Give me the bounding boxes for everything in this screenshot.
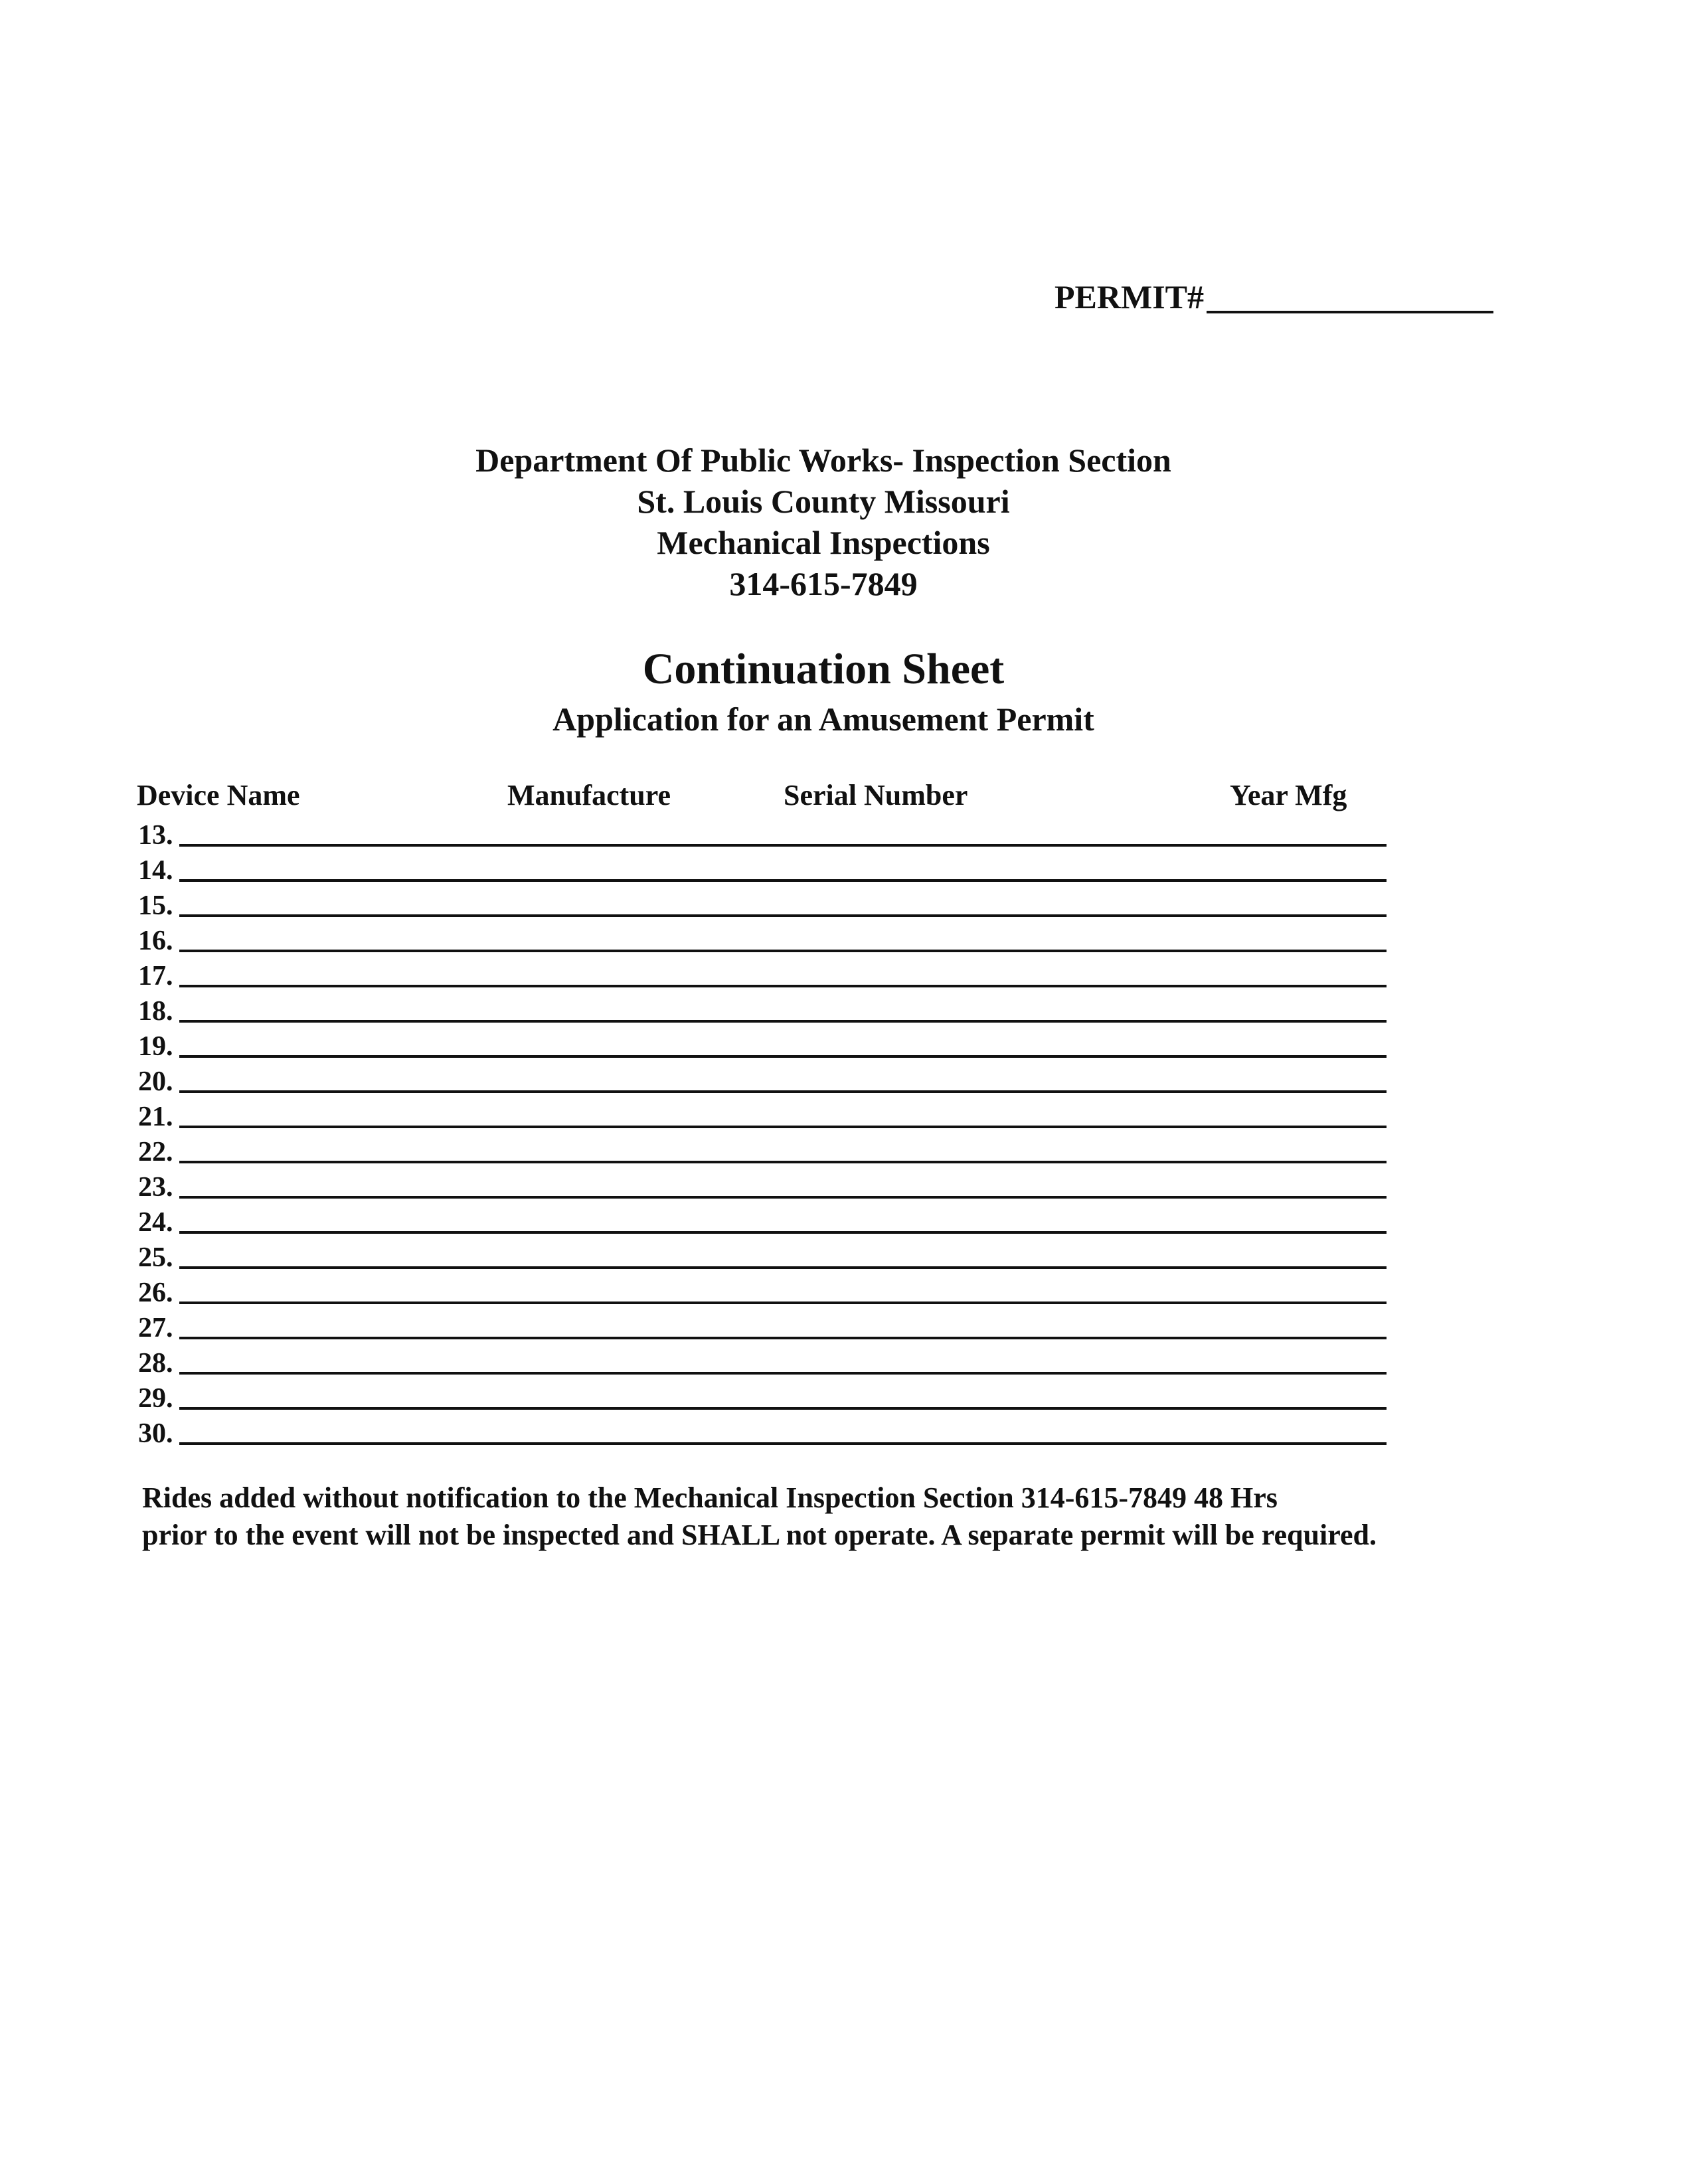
device-entry-row [138,1379,1387,1414]
row-number: 19. [138,1031,173,1062]
row-number: 22. [138,1137,173,1167]
row-number: 21. [138,1102,173,1132]
device-entry-row [138,1238,1387,1273]
device-entry-row [138,1027,1387,1062]
device-entry-input[interactable] [179,1161,1387,1163]
device-entry-row [138,956,1387,991]
device-entry-input[interactable] [179,879,1387,882]
device-entry-input[interactable] [179,985,1387,987]
device-entry-input[interactable] [179,914,1387,917]
device-entry-input[interactable] [179,844,1387,847]
device-entry-input[interactable] [179,950,1387,952]
row-number: 26. [138,1278,173,1308]
department-header [0,440,1647,604]
device-entry-input[interactable] [179,1407,1387,1410]
column-header-manufacture: Manufacture [507,779,671,811]
section-name: Mechanical Inspections [657,524,990,561]
row-number: 30. [138,1418,173,1449]
row-number: 25. [138,1242,173,1273]
device-entry-row [138,1273,1387,1308]
device-entry-row [138,1414,1387,1449]
device-entry-input[interactable] [179,1302,1387,1304]
device-entry-input[interactable] [179,1020,1387,1023]
column-header-year-mfg: Year Mfg [1230,779,1347,811]
column-header-serial-number: Serial Number [784,779,968,811]
device-entry-row [138,851,1387,886]
device-entry-row [138,991,1387,1027]
device-entry-input[interactable] [179,1231,1387,1234]
device-entry-input[interactable] [179,1090,1387,1093]
device-entry-input[interactable] [179,1266,1387,1269]
page-subtitle: Application for an Amusement Permit [552,701,1094,738]
device-entry-row [138,1343,1387,1379]
device-entry-row [138,886,1387,921]
row-number: 28. [138,1348,173,1379]
notice-text [142,1479,1537,1554]
device-entry-row [138,1308,1387,1343]
row-number: 17. [138,961,173,991]
row-number: 23. [138,1172,173,1203]
device-entry-row [138,1097,1387,1132]
row-number: 29. [138,1383,173,1414]
device-entry-row [138,1132,1387,1167]
notice-line-1: Rides added without notification to the Mechanical Inspection Section 314-615-7849 48 Hrs [142,1481,1278,1514]
device-entry-list [138,815,1387,1449]
device-entry-input[interactable] [179,1337,1387,1339]
row-number: 13. [138,820,173,851]
device-entry-input[interactable] [179,1372,1387,1375]
permit-number-input[interactable] [1207,311,1493,313]
row-number: 18. [138,996,173,1027]
county-name: St. Louis County Missouri [637,483,1010,520]
device-entry-input[interactable] [179,1442,1387,1445]
row-number: 14. [138,855,173,886]
permit-label: PERMIT# [1054,278,1204,315]
row-number: 24. [138,1207,173,1238]
device-entry-row [138,1203,1387,1238]
device-entry-input[interactable] [179,1196,1387,1199]
column-header-device-name: Device Name [137,779,300,811]
row-number: 16. [138,926,173,956]
row-number: 15. [138,890,173,921]
page-title: Continuation Sheet [642,645,1005,693]
device-entry-row [138,815,1387,851]
device-entry-row [138,921,1387,956]
row-number: 20. [138,1066,173,1097]
permit-number-field [1054,278,1493,316]
phone-number: 314-615-7849 [729,565,918,602]
department-name: Department Of Public Works- Inspection Section [475,442,1171,479]
row-number: 27. [138,1313,173,1343]
notice-line-2: prior to the event will not be inspected and SHALL not operate. A separate permit will be required. [142,1519,1377,1551]
device-entry-row [138,1062,1387,1097]
device-entry-row [138,1167,1387,1203]
device-entry-input[interactable] [179,1126,1387,1128]
device-entry-input[interactable] [179,1055,1387,1058]
